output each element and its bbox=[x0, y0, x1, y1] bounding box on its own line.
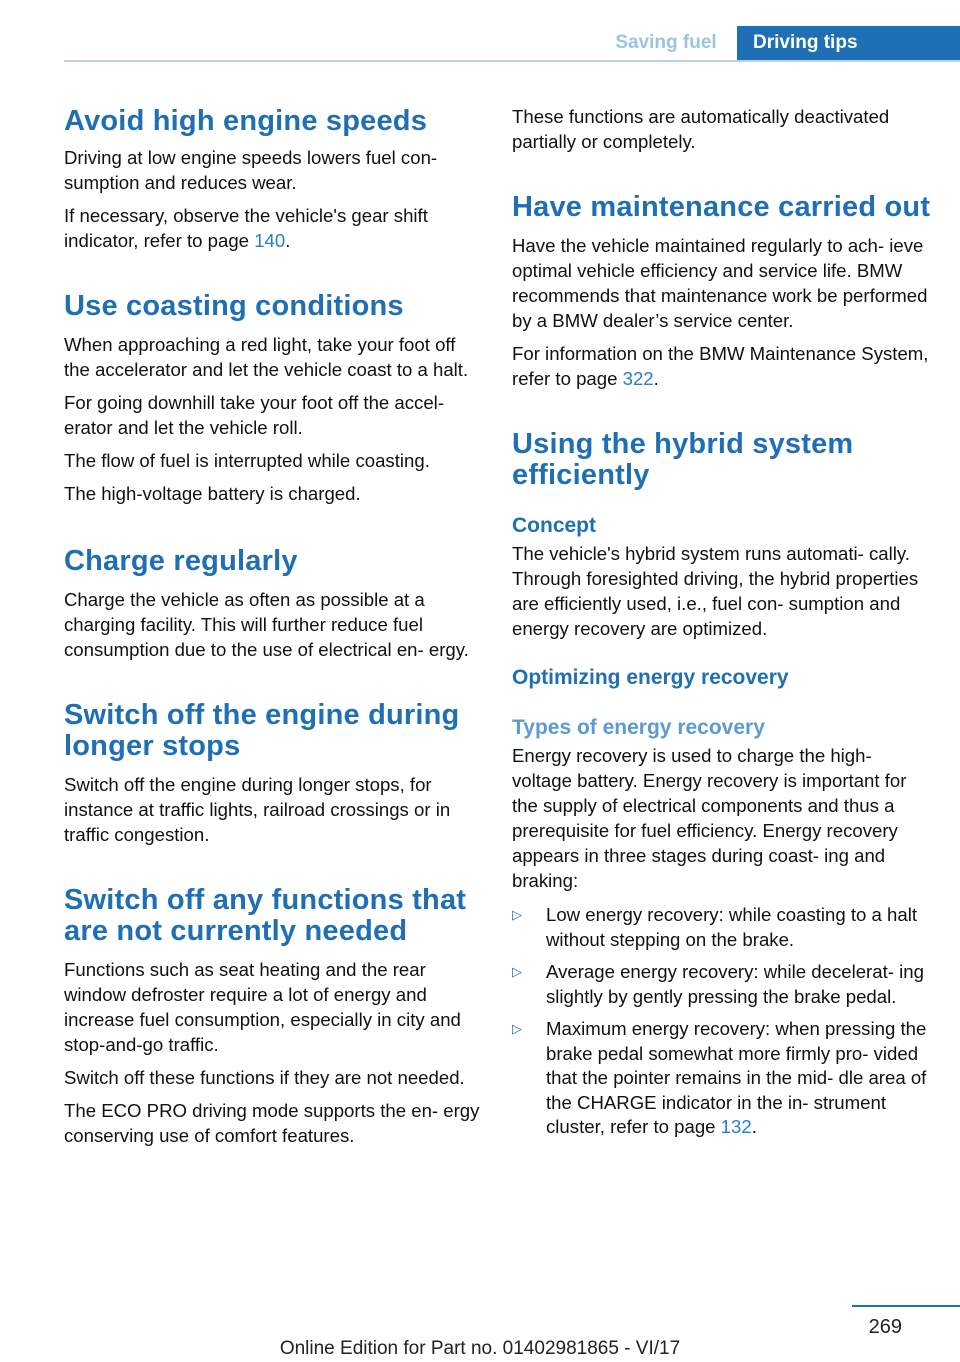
list-item-text: Maximum energy recovery: when pressing the brake pedal somewhat more firmly pro‐ vided that the pointer remains in the mid‐ dle area of the CHARGE indicator in the in‐ strument cluster, refer to page bbox=[546, 1018, 927, 1137]
triangle-bullet-icon: ▷ bbox=[512, 1021, 522, 1036]
header-tab-driving-tips[interactable]: Driving tips bbox=[737, 26, 960, 60]
list-item-text: . bbox=[751, 1116, 757, 1137]
heading-have-maintenance: Have maintenance carried out bbox=[512, 191, 931, 223]
footer-edition-text: Online Edition for Part no. 01402981865 - VI/17 bbox=[279, 1338, 681, 1359]
paragraph: Charge the vehicle as often as possible at a charging facility. This will further reduce fuel consumption due to the use of electrical en‐ ergy. bbox=[64, 589, 469, 660]
paragraph-text: . bbox=[653, 368, 659, 389]
list-item bbox=[512, 1017, 932, 1140]
footer-divider bbox=[852, 1305, 960, 1307]
paragraph-text: If necessary, observe the vehicle's gear shift indicator, refer to page bbox=[64, 205, 428, 251]
page-link-322[interactable]: 322 bbox=[622, 368, 654, 389]
right-column bbox=[512, 100, 932, 1140]
list-item-text: Low energy recovery: while coasting to a halt without stepping on the brake. bbox=[546, 904, 918, 950]
page-link-132[interactable]: 132 bbox=[720, 1116, 752, 1137]
left-column bbox=[64, 100, 482, 1148]
subheading-types-of-energy-recovery: Types of energy recovery bbox=[512, 716, 765, 739]
heading-charge-regularly: Charge regularly bbox=[64, 545, 298, 577]
header-divider bbox=[64, 60, 960, 62]
paragraph: The flow of fuel is interrupted while coasting. bbox=[64, 450, 430, 471]
paragraph: The ECO PRO driving mode supports the en‐ ergy conserving use of comfort features. bbox=[64, 1100, 480, 1146]
paragraph: When approaching a red light, take your foot off the accelerator and let the vehicle coast to a halt. bbox=[64, 334, 469, 380]
header-tab-saving-fuel[interactable]: Saving fuel bbox=[615, 32, 717, 53]
paragraph-maintenance-system bbox=[512, 341, 932, 391]
subheading-optimizing-energy-recovery: Optimizing energy recovery bbox=[512, 666, 789, 689]
paragraph: Switch off the engine during longer stops, for instance at traffic lights, railroad crossings or in traffic congestion. bbox=[64, 774, 451, 845]
list-item bbox=[512, 903, 932, 952]
triangle-bullet-icon: ▷ bbox=[512, 907, 522, 922]
paragraph: The vehicle's hybrid system runs automati‐ cally. Through foresighted driving, the hybrid properties are efficiently used, i.e., fuel con‐ sumption and energy recovery are optimized. bbox=[512, 543, 919, 639]
paragraph: For going downhill take your foot off the accel‐ erator and let the vehicle roll. bbox=[64, 392, 445, 438]
paragraph-text: For information on the BMW Maintenance System, refer to page bbox=[512, 343, 929, 389]
heading-switch-off-functions: Switch off any functions that are not currently needed bbox=[64, 884, 467, 947]
triangle-bullet-icon: ▷ bbox=[512, 964, 522, 979]
paragraph: Functions such as seat heating and the rear window defroster require a lot of energy and increase fuel consumption, especially in city and stop-and-go traffic. bbox=[64, 959, 461, 1055]
page-link-140[interactable]: 140 bbox=[254, 230, 286, 251]
page-number: 269 bbox=[868, 1316, 902, 1338]
paragraph: Energy recovery is used to charge the high- voltage battery. Energy recovery is important for the supply of electrical components and thus a prerequisite for fuel efficiency. Energy recovery appears in three stages during coast‐ ing and braking: bbox=[512, 745, 907, 891]
paragraph: Switch off these functions if they are not needed. bbox=[64, 1067, 465, 1088]
heading-avoid-high-engine-speeds: Avoid high engine speeds bbox=[64, 105, 428, 137]
paragraph: Driving at low engine speeds lowers fuel con‐ sumption and reduces wear. bbox=[64, 147, 438, 193]
heading-switch-off-engine: Switch off the engine during longer stops bbox=[64, 699, 460, 762]
paragraph: These functions are automatically deactivated partially or completely. bbox=[512, 106, 890, 152]
heading-use-coasting-conditions: Use coasting conditions bbox=[64, 290, 404, 322]
heading-using-hybrid-system: Using the hybrid system efficiently bbox=[512, 428, 854, 491]
paragraph-gear-shift bbox=[64, 203, 482, 253]
list-item bbox=[512, 960, 932, 1009]
paragraph-text: . bbox=[285, 230, 291, 251]
list-item-text: Average energy recovery: while decelerat‐ ing slightly by gently pressing the brake pedal. bbox=[546, 961, 924, 1007]
paragraph: Have the vehicle maintained regularly to ach‐ ieve optimal vehicle efficiency and service life. BMW recommends that maintenance work be performed by a BMW dealer’s service center. bbox=[512, 235, 928, 331]
subheading-concept: Concept bbox=[512, 514, 596, 537]
energy-recovery-list bbox=[512, 903, 932, 1140]
paragraph: The high-voltage battery is charged. bbox=[64, 483, 361, 504]
